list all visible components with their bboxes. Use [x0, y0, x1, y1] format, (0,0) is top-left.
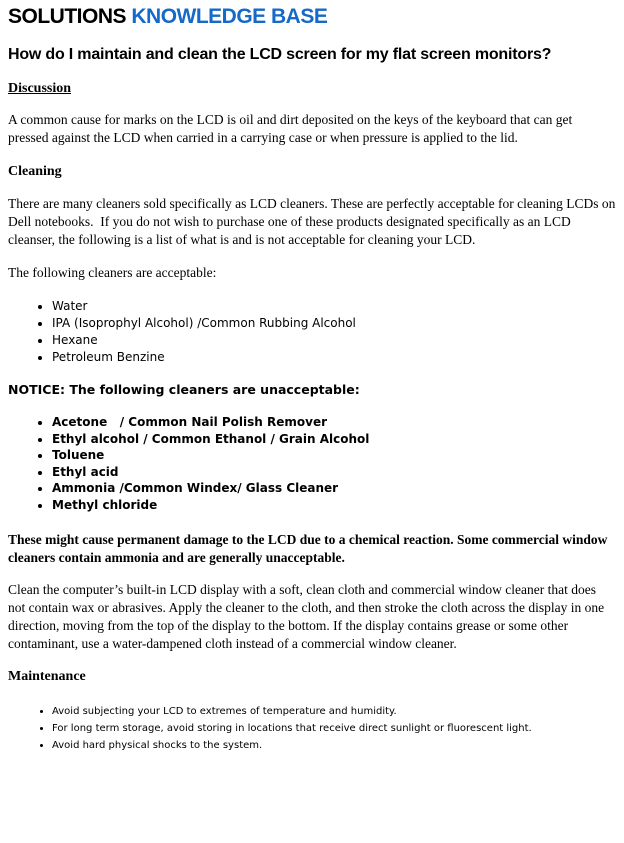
list-item: • Methyl chloride	[52, 497, 616, 514]
logo	[8, 5, 616, 29]
logo-knowledge-base: KNOWLEDGE BASE	[131, 5, 328, 28]
chemical-warning-paragraph: These might cause permanent damage to the LCD due to a chemical reaction. Some commercial window cleaners contain ammonia and are generally unacceptable.	[8, 532, 611, 565]
list-item: • Avoid subjecting your LCD to extremes of temperature and humidity.	[52, 703, 616, 720]
list-item: • Ammonia /Common Windex/ Glass Cleaner	[52, 480, 616, 497]
list-item: • For long term storage, avoid storing in locations that receive direct sunlight or fluorescent light.	[52, 720, 616, 737]
section-heading-maintenance: Maintenance	[8, 669, 86, 684]
list-item: • Ethyl acid	[52, 464, 616, 481]
section-heading-cleaning: Cleaning	[8, 164, 62, 179]
list-item: • Water	[52, 298, 616, 315]
list-item: • IPA (Isoprophyl Alcohol) /Common Rubbing Alcohol	[52, 315, 616, 332]
list-item: • Hexane	[52, 332, 616, 349]
acceptable-cleaners-intro: The following cleaners are acceptable:	[8, 265, 217, 280]
acceptable-cleaners-list	[8, 298, 616, 366]
maintenance-tips-list	[8, 703, 616, 754]
list-item: • Ethyl alcohol / Common Ethanol / Grain Alcohol	[52, 431, 616, 448]
list-item: • Avoid hard physical shocks to the system.	[52, 737, 616, 754]
discussion-paragraph: A common cause for marks on the LCD is oil and dirt deposited on the keys of the keyboard that can get pressed against the LCD when carried in a carrying case or when pressure is applied to the lid.	[8, 112, 576, 145]
list-item: • Acetone / Common Nail Polish Remover	[52, 414, 616, 431]
list-item: • Petroleum Benzine	[52, 349, 616, 366]
cleaning-intro-paragraph: There are many cleaners sold specifically as LCD cleaners. These are perfectly acceptable for cleaning LCDs on Dell notebooks. If you do not wish to purchase one of these products designated specifically as an LCD cleanser, the following is a list of what is and is not acceptable for cleaning your LCD.	[8, 196, 619, 247]
unacceptable-cleaners-list	[8, 414, 616, 513]
list-item: • Toluene	[52, 447, 616, 464]
notice-heading: NOTICE: The following cleaners are unacceptable:	[8, 382, 360, 397]
section-heading-discussion: Discussion	[8, 81, 72, 96]
cleaning-instructions-paragraph: Clean the computer’s built-in LCD display with a soft, clean cloth and commercial window cleaner that does not contain wax or abrasives. Apply the cleaner to the cloth, and then stroke the cloth across the display in one direction, moving from the top of the display to the bottom. If the display contains grease or some other contaminant, use a water-dampened cloth instead of a commercial window cleaner.	[8, 582, 608, 651]
page-title: How do I maintain and clean the LCD screen for my flat screen monitors?	[8, 46, 552, 63]
logo-solutions: SOLUTIONS	[8, 5, 127, 28]
